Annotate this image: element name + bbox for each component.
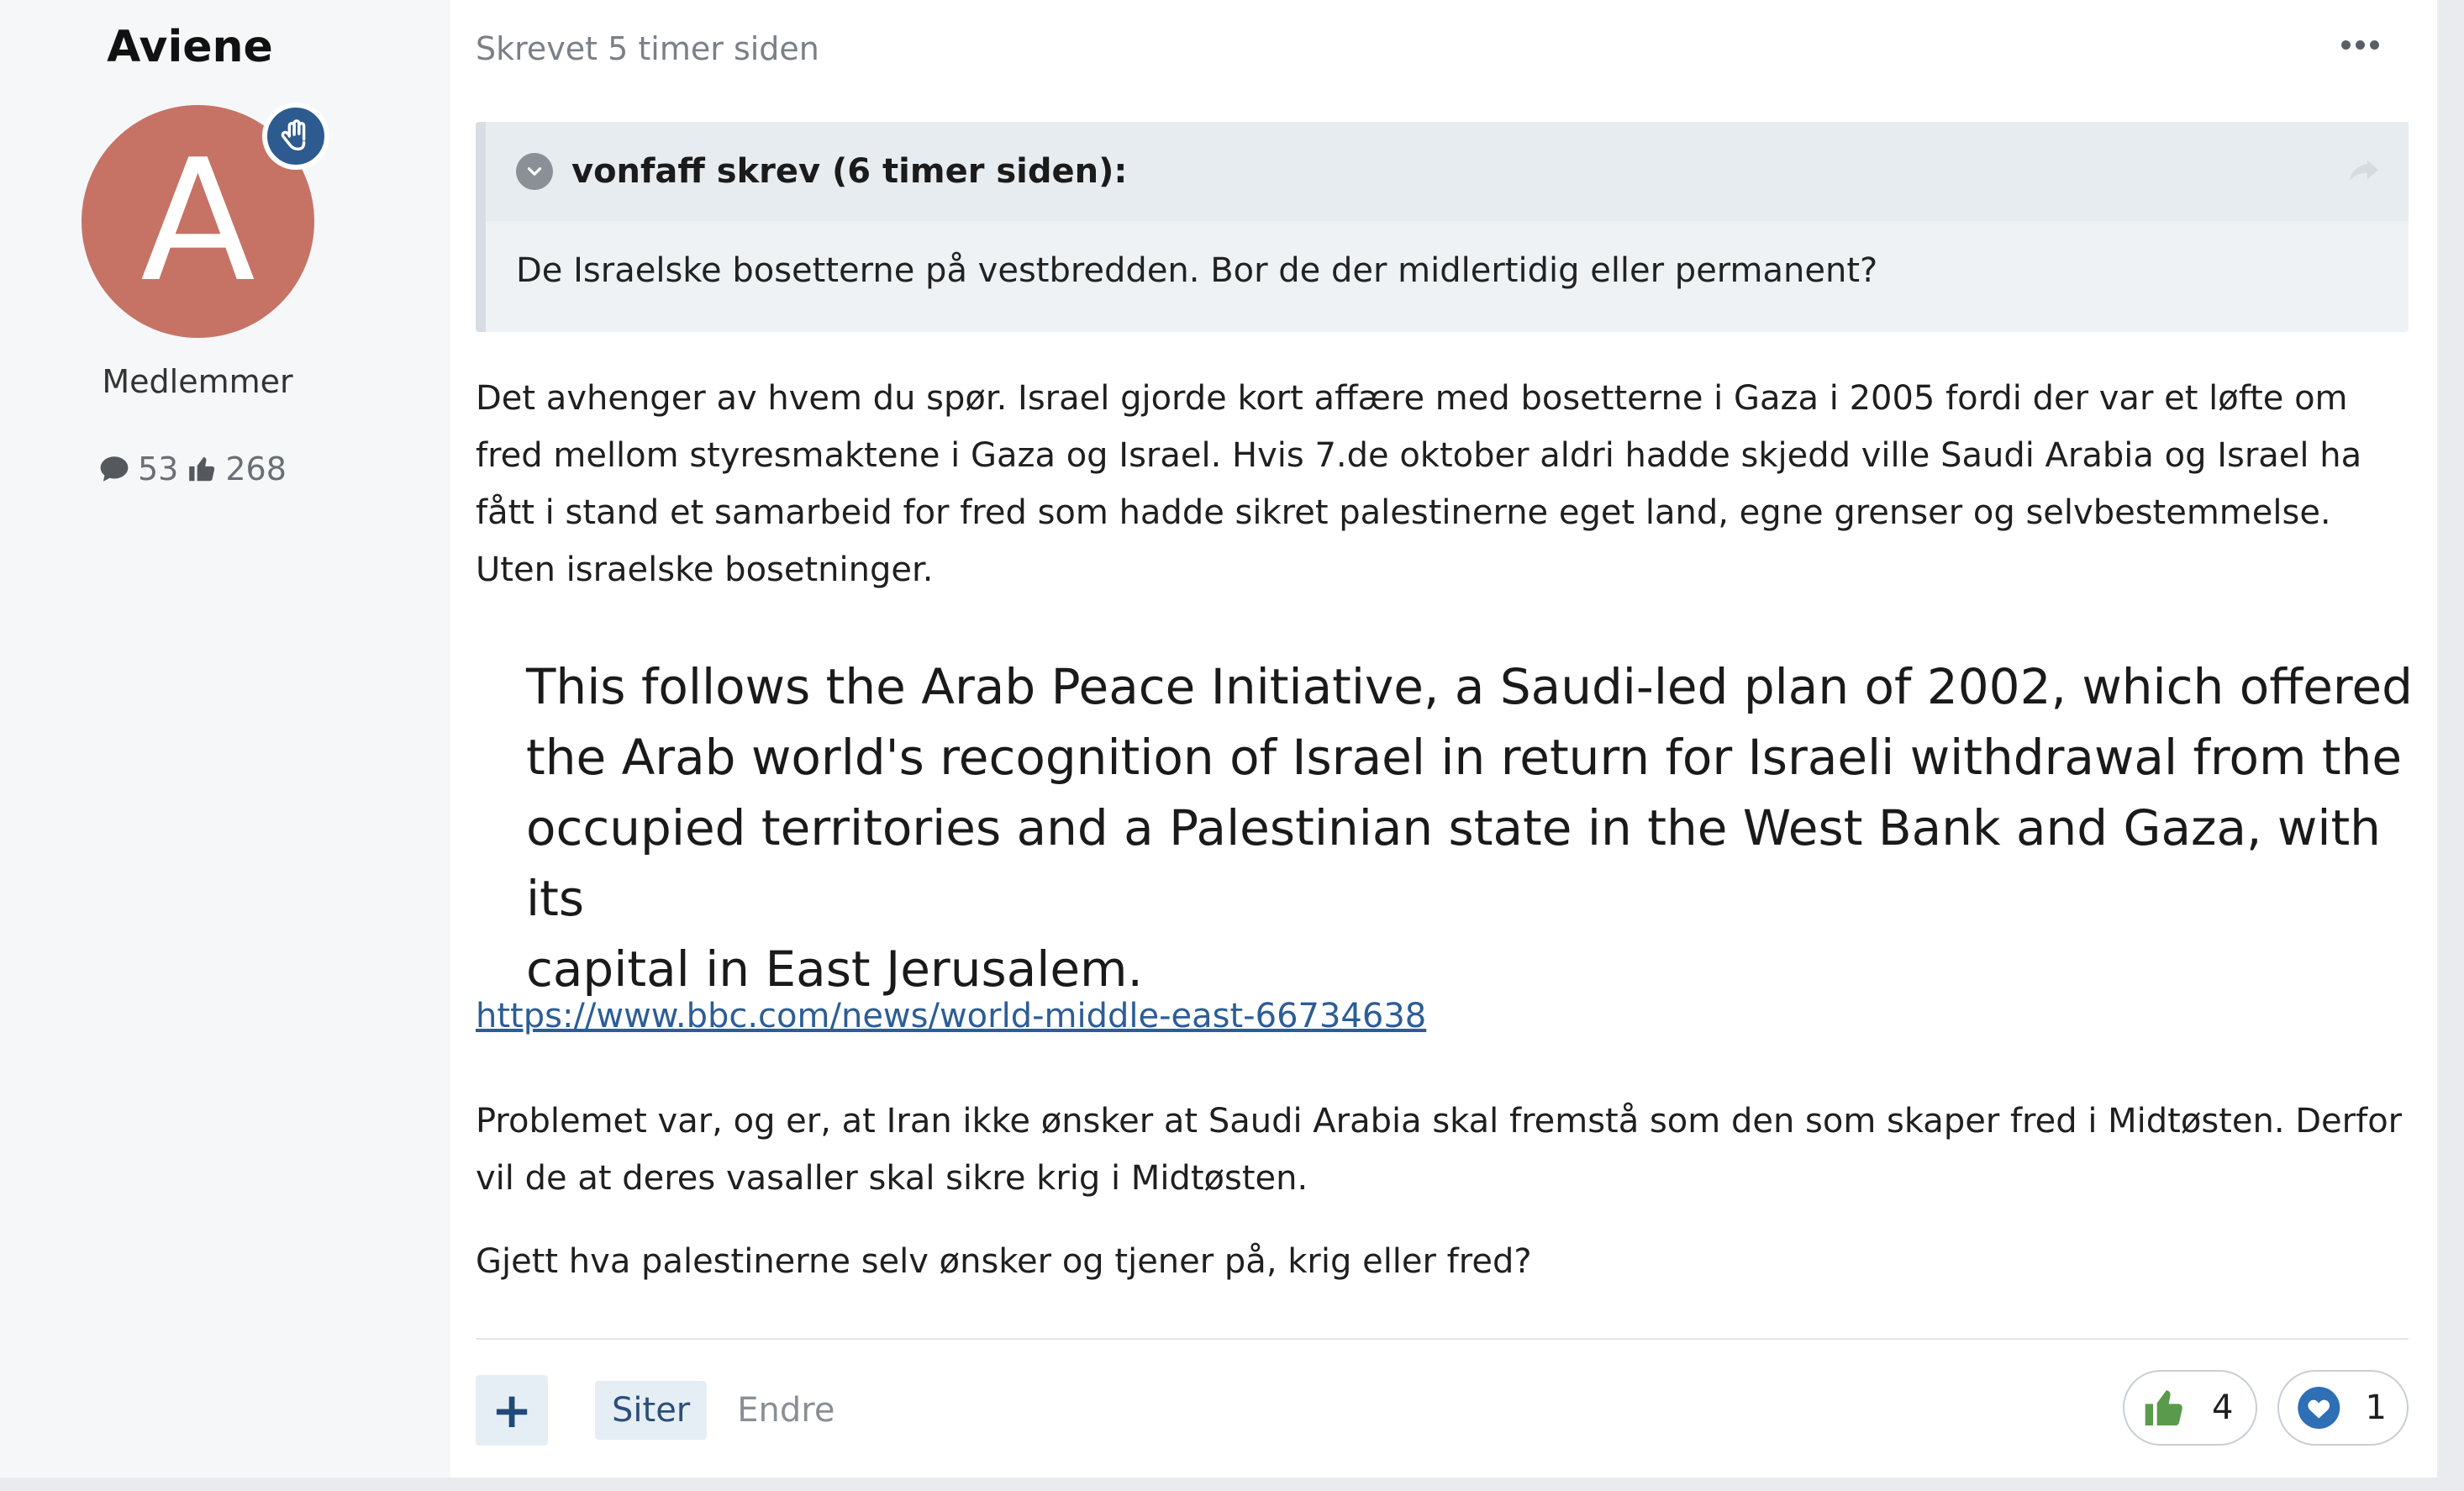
paragraph-line: vil de at deres vasaller skal sikre krig i Midtøsten.	[476, 1159, 1308, 1198]
reactions	[2123, 1370, 2409, 1446]
paragraph-line: fred mellom styresmaktene i Gaza og Israel. Hvis 7.de oktober aldri hadde skjedd ville Saudi Arabia og Israel ha	[476, 436, 2362, 475]
multiquote-add-button[interactable]: +	[476, 1375, 548, 1446]
excerpt-line: This follows the Arab Peace Initiative, a Saudi-led plan of 2002, which offered	[526, 658, 2413, 715]
post-actions	[476, 1375, 834, 1446]
excerpt-line: capital in East Jerusalem.	[526, 940, 1143, 998]
heart-icon	[2296, 1383, 2342, 1433]
divider	[476, 1338, 2409, 1340]
posts-count: 53	[138, 450, 179, 487]
quote-button[interactable]: Siter	[595, 1381, 707, 1440]
thumbs-up-icon	[187, 453, 218, 485]
post-paragraph-3: Gjett hva palestinerne selv ønsker og tjener på, krig eller fred?	[476, 1242, 1532, 1281]
paragraph-line: Det avhenger av hvem du spør. Israel gjorde kort affære med bosetterne i Gaza i 2005 fordi der var et løfte om	[476, 379, 2348, 418]
excerpt-line: occupied territories and a Palestinian state in the West Bank and Gaza, with its	[526, 799, 2381, 927]
post-paragraph-2	[476, 1093, 2425, 1207]
comment-icon	[97, 454, 131, 484]
author-stats	[97, 450, 287, 487]
paragraph-line: Problemet var, og er, at Iran ikke ønsker at Saudi Arabia skal fremstå som den som skaper fred i Midtøsten. Derfor	[476, 1102, 2403, 1141]
chevron-down-icon[interactable]	[516, 153, 553, 190]
love-reaction[interactable]	[2277, 1370, 2409, 1446]
paragraph-line: Uten israelske bosetninger.	[476, 551, 934, 589]
excerpt-line: the Arab world's recognition of Israel in return for Israeli withdrawal from the	[526, 729, 2403, 786]
post-timestamp[interactable]: Skrevet 5 timer siden	[476, 30, 819, 67]
thumbs-up-icon	[2141, 1384, 2188, 1431]
author-name[interactable]: Aviene	[107, 22, 273, 72]
love-count: 1	[2365, 1388, 2387, 1427]
quote-header	[486, 122, 2409, 221]
like-count: 4	[2212, 1388, 2234, 1427]
quote-block	[476, 122, 2409, 332]
quote-citation[interactable]: vonfaff skrev (6 timer siden):	[571, 152, 1128, 191]
hand-icon	[262, 103, 329, 170]
source-link[interactable]: https://www.bbc.com/news/world-middle-east-66734638	[476, 997, 1427, 1035]
more-options-icon[interactable]	[2341, 40, 2379, 50]
quoted-excerpt-image	[526, 651, 2417, 1004]
paragraph-line: fått i stand et samarbeid for fred som hadde sikret palestinerne eget land, egne grenser og selvbestemmelse.	[476, 493, 2331, 532]
author-panel	[0, 0, 450, 1478]
share-icon[interactable]	[2345, 152, 2383, 194]
quote-text: De Israelske bosetterne på vestbredden. Bor de der midlertidig eller permanent?	[516, 251, 1878, 290]
member-group: Medlemmer	[102, 363, 293, 400]
reputation-count: 268	[225, 450, 287, 487]
post-body	[450, 0, 2437, 1478]
post-paragraph-1	[476, 370, 2417, 598]
avatar-letter: A	[140, 123, 255, 319]
like-reaction[interactable]	[2123, 1370, 2257, 1446]
edit-button[interactable]: Endre	[737, 1391, 835, 1430]
